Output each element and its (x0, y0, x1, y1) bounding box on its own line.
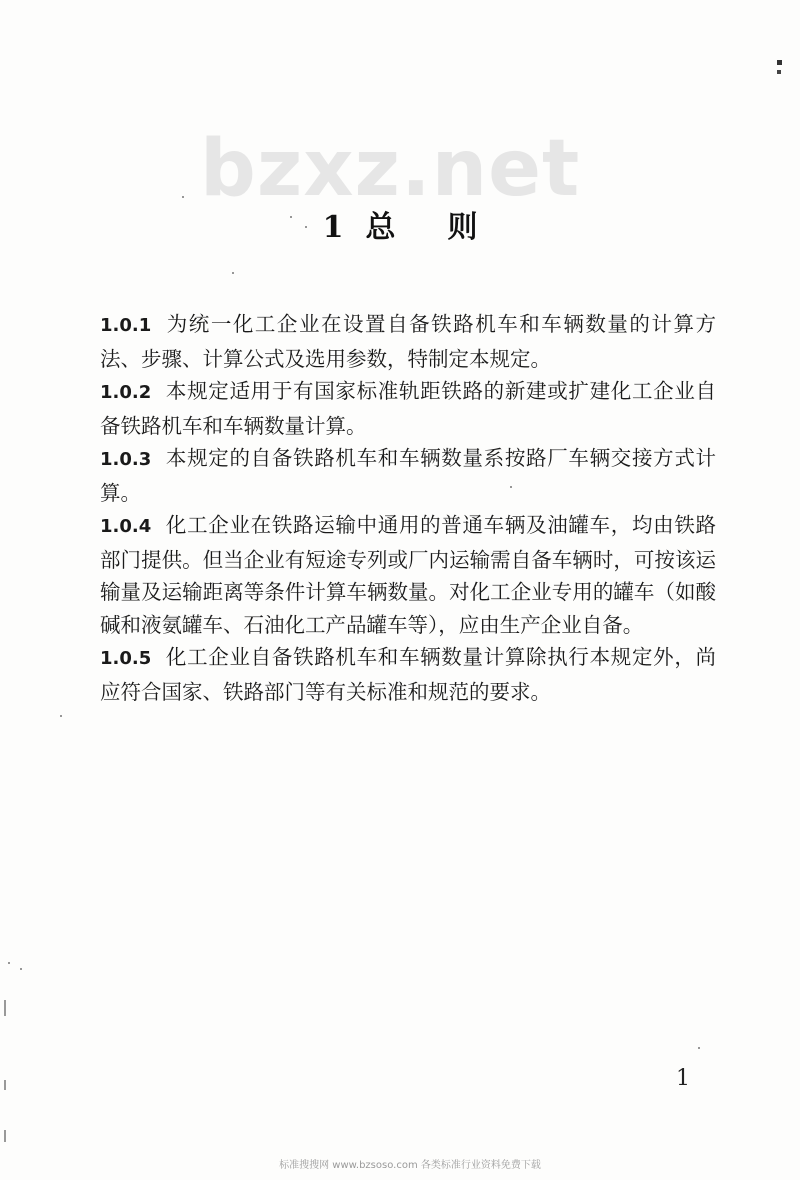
chapter-title-char-2: 则 (447, 210, 478, 245)
clause (100, 308, 716, 375)
clause-text: 化工企业自备铁路机车和车辆数量计算除执行本规定外，尚应符合国家、铁路部门等有关标准和规范的要求。 (100, 645, 716, 704)
clause (100, 509, 716, 641)
chapter-number: 1 (322, 210, 344, 245)
chapter-title-char-1: 总 (365, 210, 396, 245)
clause (100, 375, 716, 442)
scan-speck (777, 60, 782, 65)
scan-edge-mark (4, 1080, 6, 1090)
scan-speck (510, 486, 512, 488)
clause-number: 1.0.4 (100, 516, 152, 537)
clause-text: 为统一化工企业在设置自备铁路机车和车辆数量的计算方法、步骤、计算公式及选用参数，特制定本规定。 (100, 312, 716, 371)
footer-note: 标准搜搜网 www.bzsoso.com 各类标准行业资料免费下载 (279, 1160, 541, 1171)
scan-speck (698, 1047, 700, 1049)
scan-edge-mark (4, 1000, 6, 1016)
scan-speck (8, 962, 10, 964)
clause (100, 442, 716, 509)
clause-number: 1.0.5 (100, 648, 152, 669)
page-number: 1 (676, 1066, 690, 1091)
scan-speck (777, 70, 781, 74)
clause-text: 本规定的自备铁路机车和车辆数量系按路厂车辆交接方式计算。 (100, 446, 716, 505)
watermark: bzxz.net (200, 124, 581, 214)
clause-number: 1.0.3 (100, 449, 152, 470)
clause-text: 化工企业在铁路运输中通用的普通车辆及油罐车，均由铁路部门提供。但当企业有短途专列或厂内运输需自备车辆时，可按该运输量及运输距离等条件计算车辆数量。对化工企业专用的罐车（如酸碱和液氨罐车、石油化工产品罐车等），应由生产企业自备。 (100, 513, 716, 637)
clause-text: 本规定适用于有国家标准轨距铁路的新建或扩建化工企业自备铁路机车和车辆数量计算。 (100, 379, 716, 438)
clause-list (100, 308, 716, 708)
scan-speck (60, 715, 62, 717)
scan-edge-mark (4, 1130, 6, 1142)
clause (100, 641, 716, 708)
clause-number: 1.0.2 (100, 382, 152, 403)
scan-speck (232, 272, 234, 274)
scan-speck (290, 216, 292, 218)
scan-speck (305, 226, 307, 228)
scan-speck (20, 968, 22, 970)
scan-speck (182, 196, 184, 198)
chapter-title (0, 208, 800, 248)
clause-number: 1.0.1 (100, 315, 152, 336)
